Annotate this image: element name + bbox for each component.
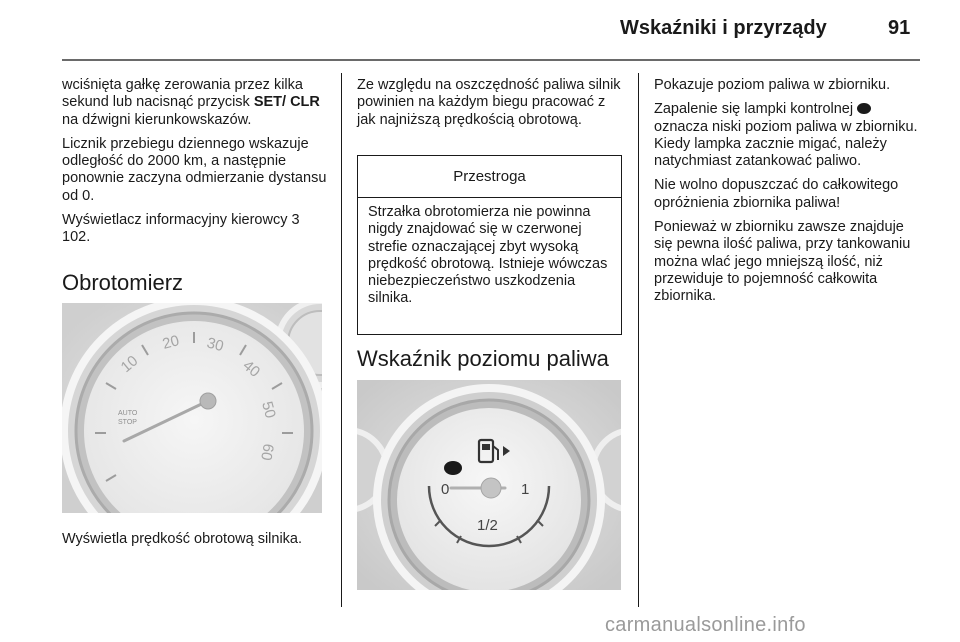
paragraph-driver-info	[62, 212, 327, 247]
paragraph-text: Wyświetlacz informacyjny kierowcy	[62, 212, 292, 229]
tach-scale-30: 30	[204, 334, 226, 356]
watermark: carmanualsonline.info	[605, 614, 806, 636]
paragraph-text: Zapalenie się lampki kontrolnej	[654, 101, 858, 118]
paragraph-do-not-empty: Nie wolno dopuszczać do całkowitego opróżnienia zbiornika paliwa!	[654, 177, 899, 211]
tachometer-illustration	[62, 303, 322, 513]
page-reference-link[interactable]: 3 102.	[62, 212, 300, 246]
auto-stop-label-auto: AUTO	[118, 410, 138, 417]
paragraph-fuel-economy: Ze względu na oszczędność paliwa silnik powinien na każdym biegu pracować z jak najniższą prędkością obrotową.	[357, 77, 621, 128]
page-header-title: Wskaźniki i przyrządy	[620, 17, 827, 39]
set-clr-button-label: SET/ CLR	[253, 94, 320, 111]
fuel-label-empty: 0	[441, 481, 450, 498]
caution-box	[357, 155, 622, 335]
auto-stop-label-stop: STOP	[118, 419, 137, 426]
tach-scale-60: 60	[257, 442, 277, 462]
header-divider	[62, 59, 920, 61]
fuel-label-full: 1	[521, 481, 530, 498]
needle-hub	[200, 393, 216, 409]
paragraph-fuel-level: Pokazuje poziom paliwa w zbiorniku.	[654, 77, 891, 93]
column-1	[62, 77, 327, 254]
tachometer-figure	[62, 303, 322, 513]
paragraph-warning-lamp	[654, 101, 924, 170]
tach-scale-40: 40	[239, 357, 264, 381]
needle-hub	[481, 478, 501, 498]
paragraph-text: wciśnięta gałkę zerowania przez kilka sekund lub nacisnąć przycisk	[62, 77, 303, 111]
paragraph-text: na dźwigni kierunkowskazów.	[62, 111, 252, 128]
column-3	[654, 77, 924, 313]
section-heading-fuel-gauge: Wskaźnik poziomu paliwa	[357, 346, 609, 371]
section-heading-tachometer: Obrotomierz	[62, 270, 184, 295]
tach-scale-10: 10	[117, 352, 142, 377]
paragraph-reset-trip	[62, 77, 327, 129]
paragraph-text: oznacza niski poziom paliwa w zbiorniku. Kiedy lampka zacznie migać, należy natychmiast zatankować paliwo.	[654, 118, 918, 170]
fuel-gauge-figure	[357, 380, 621, 590]
fuel-warning-lamp-icon	[444, 461, 462, 475]
tachometer-caption: Wyświetla prędkość obrotową silnika.	[62, 531, 303, 547]
column-divider-2	[638, 73, 639, 607]
column-2	[357, 77, 625, 136]
column-divider-1	[341, 73, 342, 607]
tach-scale-50: 50	[258, 399, 279, 421]
caution-text: Strzałka obrotomierza nie powinna nigdy znajdować się w czerwonej strefie oznaczającej zbyt wysoką prędkość obrotową. Istnieje wówczas niebezpieczeństwo uszkodzenia silnika.	[368, 204, 608, 307]
caution-title: Przestroga	[358, 156, 621, 198]
fuel-warning-lamp-icon	[857, 103, 871, 114]
paragraph-residual-fuel: Ponieważ w zbiorniku zawsze znajduje się pewna ilość paliwa, przy tankowaniu można wlać jego mniejszą ilość, niż przewiduje to pojemność całkowita zbiornika.	[654, 219, 911, 305]
fuel-label-half: 1/2	[477, 517, 498, 534]
tach-scale-20: 20	[160, 332, 182, 353]
paragraph-trip-odometer: Licznik przebiegu dziennego wskazuje odległość do 2000 km, a następnie ponownie zaczyna odmierzanie dystansu od 0.	[62, 135, 327, 204]
fuel-gauge-illustration	[357, 380, 621, 590]
page-number: 91	[888, 17, 911, 39]
